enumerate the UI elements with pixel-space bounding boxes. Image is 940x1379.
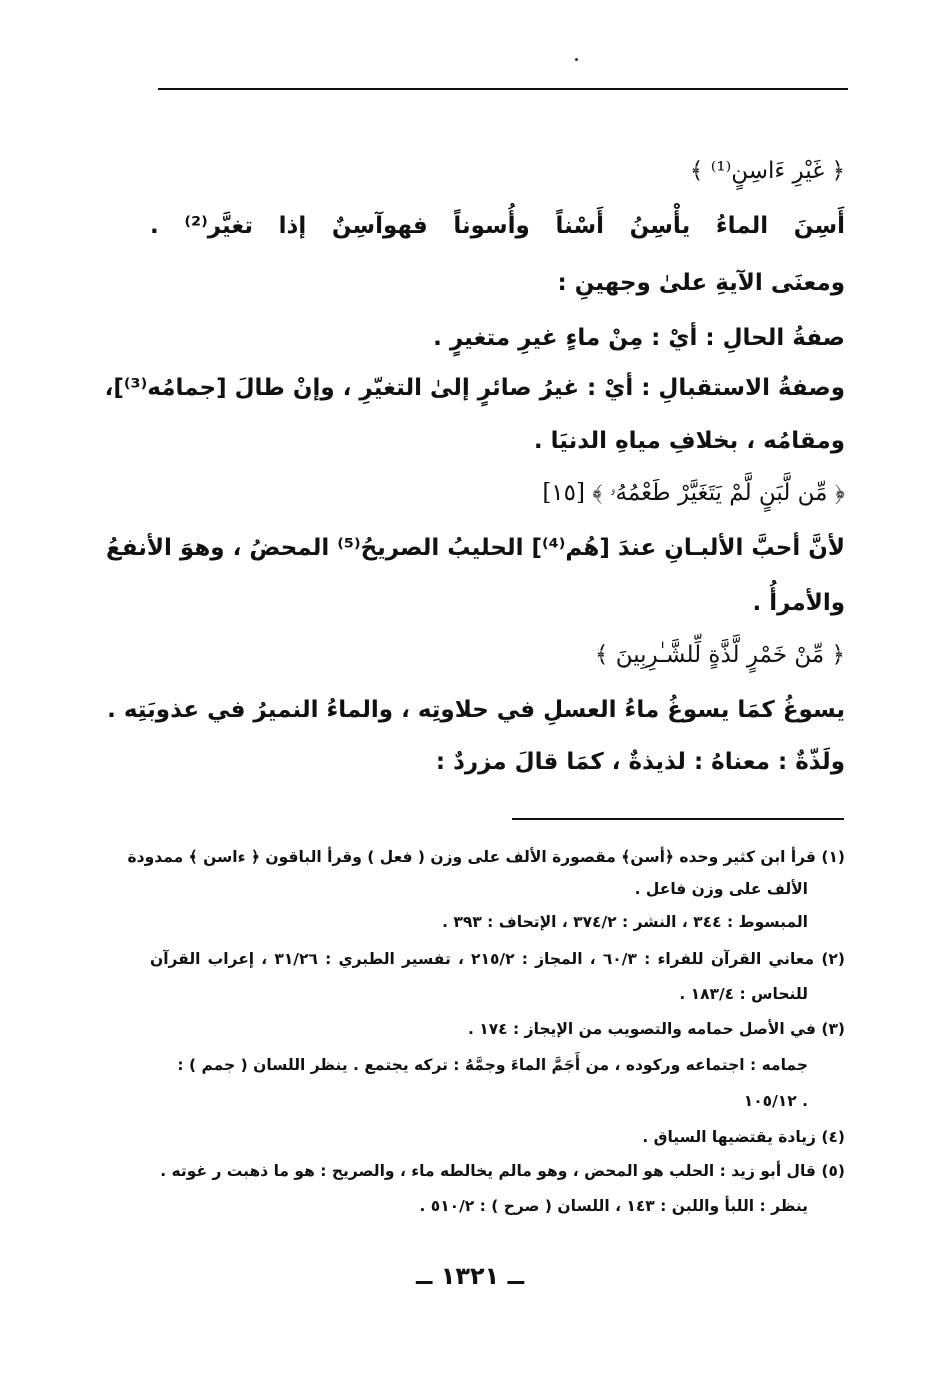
footnote-line: الألف على وزن فاعل . [634,880,808,898]
body-line: ومقامُه ، بخلافِ مياهِ الدنيَا . [533,428,845,454]
quran-verse: ﴿ غَيْرِ ءَاسِنٍ⁽¹⁾ ﴾ [689,158,845,184]
footnote-line: (٢) معاني القرآن للفراء : ٦٠/٣ ، المجاز : ٢١٥/٢ ، تفسير الطبري : ٣١/٢٦ ، إعراب القرآن [150,950,845,968]
footnote-line: المبسوط : ٣٤٤ ، النشر : ٣٧٤/٢ ، الإتحاف : ٣٩٣ . [442,913,808,931]
body-line: يسوغُ كمَا يسوغُ ماءُ العسلِ في حلاوتِه ، والماءُ النميرُ في عذوبَتِه . [107,697,845,723]
footnote-line: (٤) زيادة يقتضيها السياق . [642,1128,845,1146]
footnote-line: جمامه : اجتماعه وركوده ، من أَجَمَّ الماءَ وجمَّهُ : تركه يجتمع . ينظر اللسان ( جمم ) : [177,1056,808,1074]
footnote-rule [512,818,844,820]
footnote-line: للنحاس : ١٨٣/٤ . [679,985,808,1003]
footnote-line: (٣) في الأصل حمامه والتصويب من الإيجاز : ١٧٤ . [467,1020,845,1038]
footnote-line: ١٠٥/١٢ . [743,1092,808,1110]
body-line: وصفةُ الاستقبالِ : أيْ : غيرُ صائرٍ إلىٰ التغيّرِ ، وإنْ طالَ [جمامُه⁽³⁾]، [104,375,845,401]
page-number: ــ ١٣٢١ ــ [415,1262,525,1290]
body-line: أَسِنَ الماءُ يأْسِنُ أَسْناً وأُسوناً فهوآسِنٌ إذا تغيَّر⁽²⁾ . [150,213,845,239]
body-line: والأمرأُ . [752,590,845,616]
body-line: ولَذّةٌ : معناهُ : لذيذةٌ ، كمَا قالَ مزردٌ : [435,749,845,775]
body-line: صفةُ الحالِ : أيْ : مِنْ ماءٍ غيرِ متغيرٍ . [433,325,845,351]
body-line: ومعنَى الآيةِ علىٰ وجهينِ : [557,270,845,296]
footnote-line: (٥) قال أبو زيد : الحلب هو المحض ، وهو مالم يخالطه ماء ، والصريح : هو ما ذهبت ر غوته . [160,1162,845,1180]
body-line: لأنَّ أحبَّ الألبـانِ عندَ [هُم⁽⁴⁾] الحليبُ الصريحُ⁽⁵⁾ المحضُ ، وهوَ الأنفعُ [106,535,845,561]
header-rule [158,88,848,90]
quran-verse: ﴿ مِّن لَّبَنٍ لَّمْ يَتَغَيَّرْ طَعْمُهُۥ ﴾ [١٥] [542,480,845,506]
footnote-line: ينظر : اللبأ واللبن : ١٤٣ ، اللسان ( صرح ) : ٥١٠/٢ . [419,1197,808,1215]
quran-verse: ﴿ مِّنْ خَمْرٍ لَّذَّةٍ لِّلشَّـٰرِبِينَ ﴾ [594,642,845,668]
speck [575,58,578,61]
footnote-line: (١) قرأ ابن كثير وحده ﴿أسن﴾ مقصورة الألف على وزن ( فعل ) وقرأ الباقون ﴿ ءاسن ﴾ ممدودة [127,848,845,866]
